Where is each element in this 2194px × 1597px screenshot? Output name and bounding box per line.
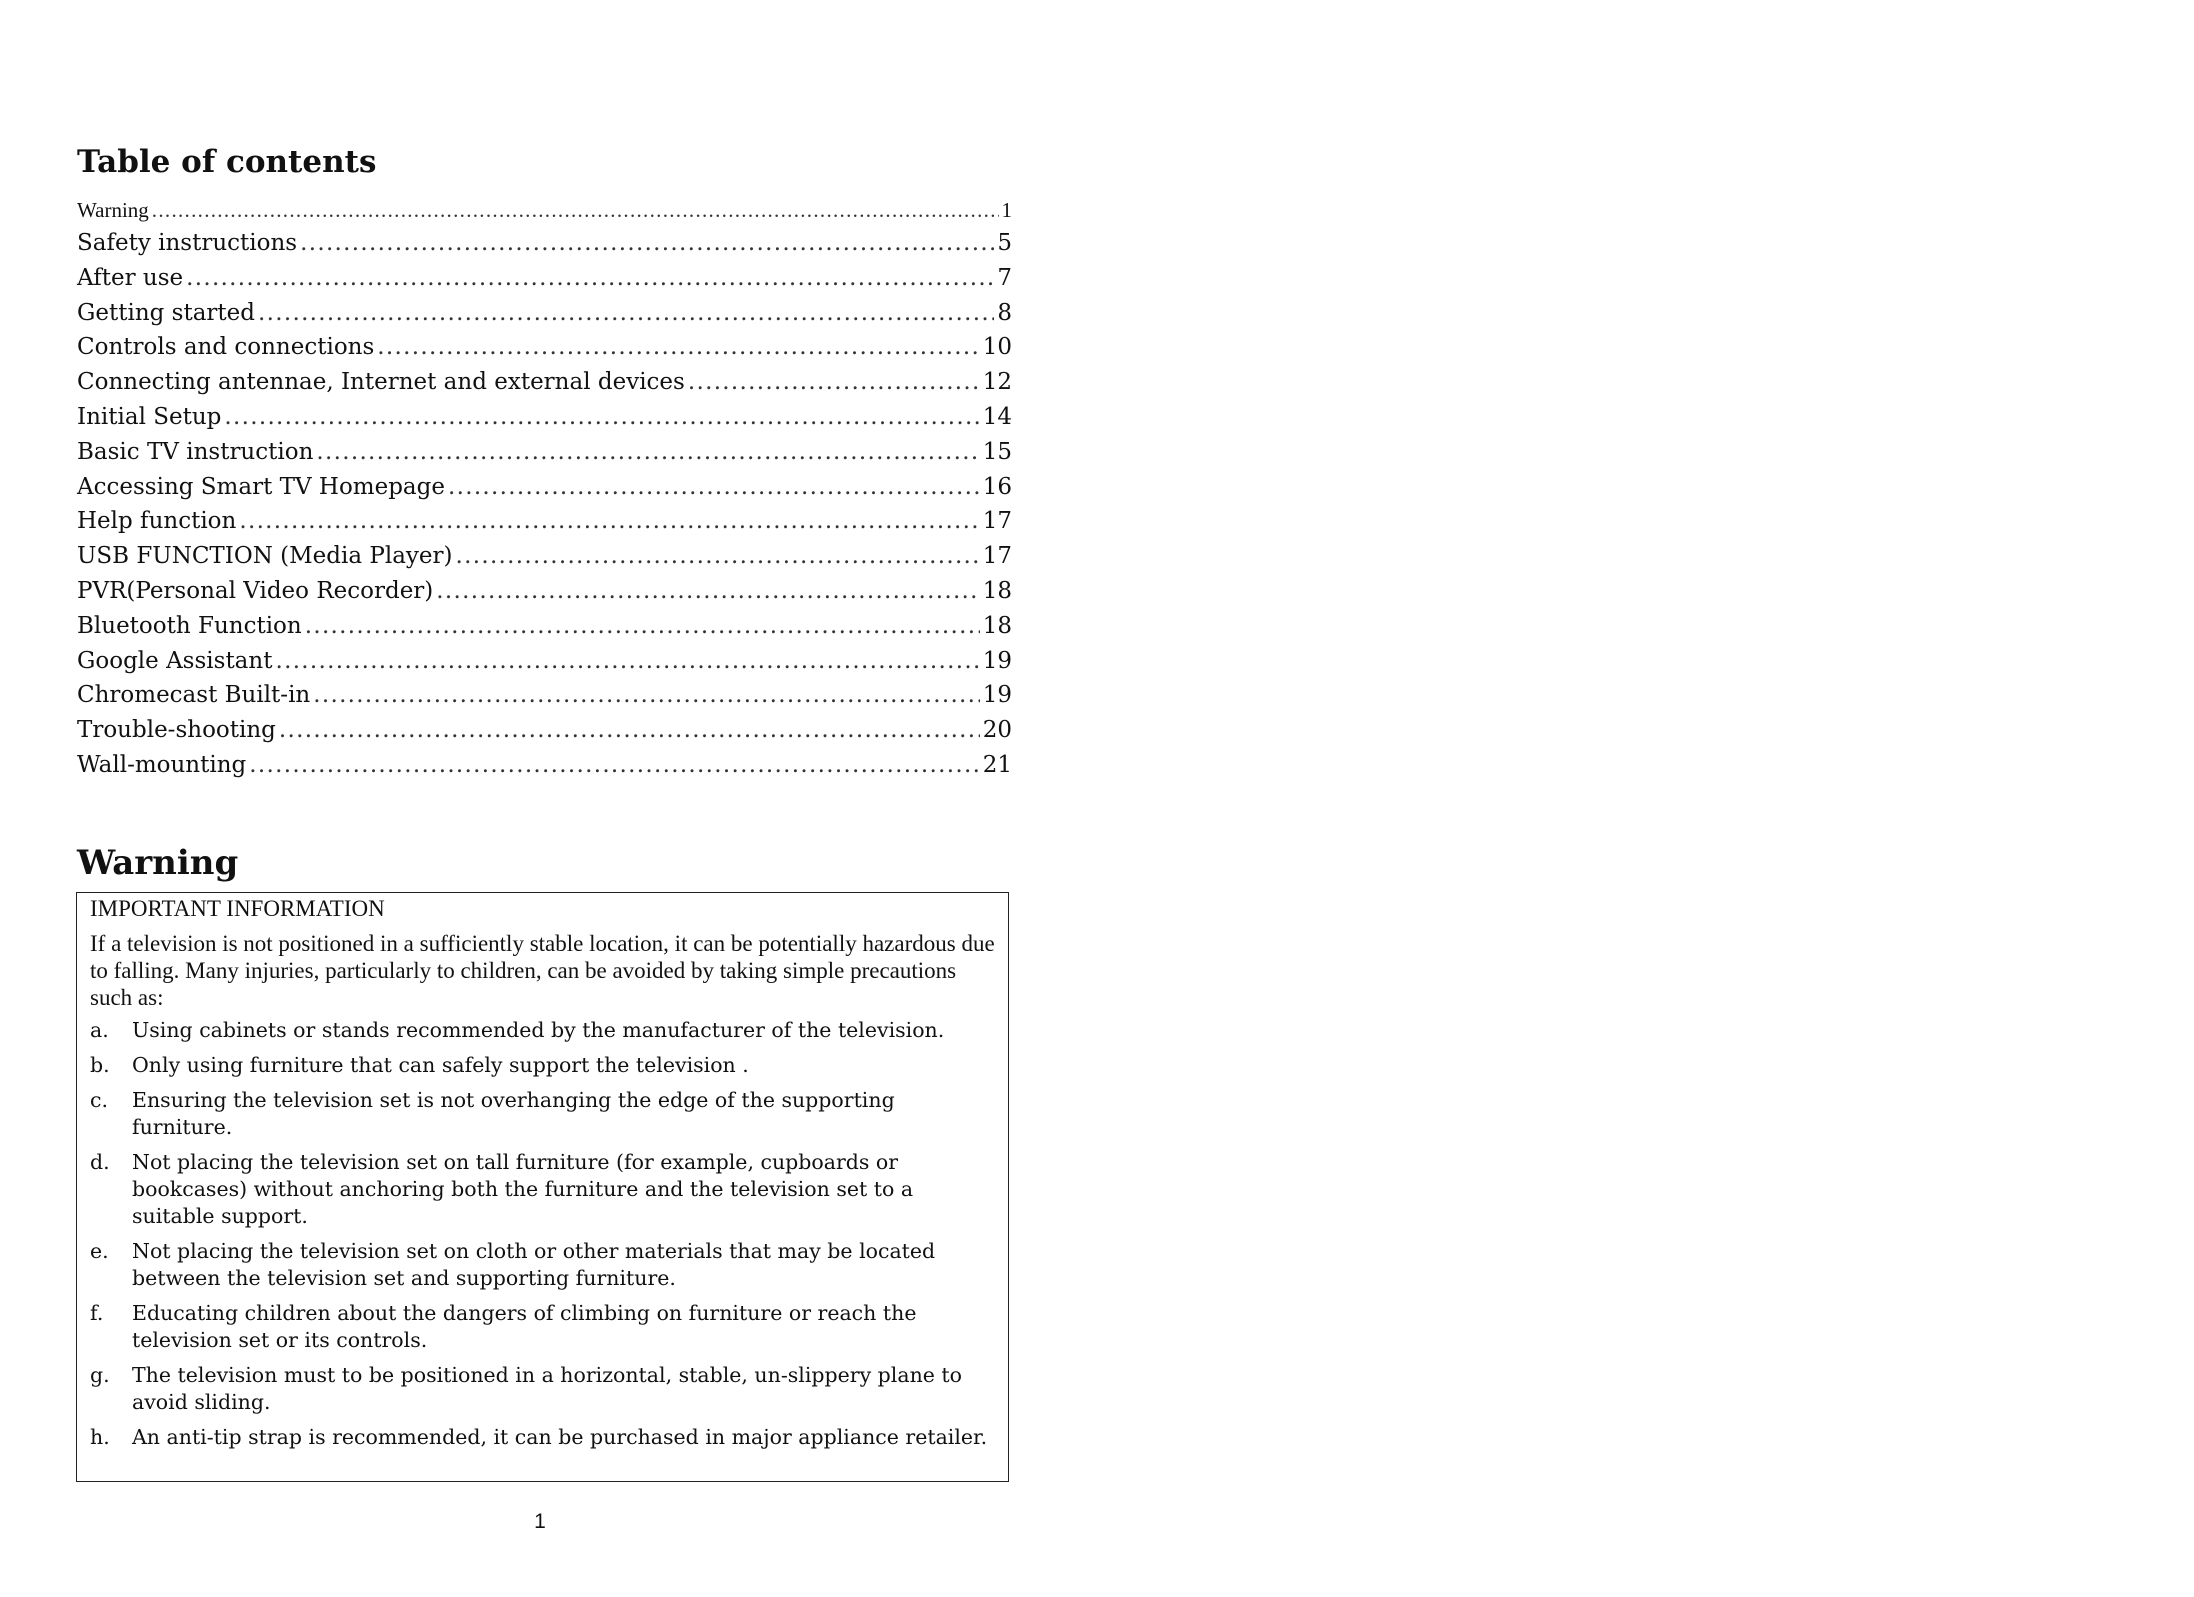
toc-entry-page: 5 (997, 230, 1012, 256)
toc-entry-label: Google Assistant (77, 647, 273, 674)
warning-item-marker: d. (90, 1150, 110, 1174)
warning-box (76, 892, 1009, 1482)
warning-item-marker: a. (90, 1018, 109, 1042)
toc-entry-page: 8 (997, 299, 1012, 326)
toc-entry[interactable] (77, 752, 1012, 787)
toc-dot-leader (377, 334, 979, 360)
toc-dot-leader (239, 508, 979, 534)
toc-entry[interactable] (77, 369, 1012, 404)
warning-item (90, 1087, 998, 1141)
warning-item-text: An anti-tip strap is recommended, it can be purchased in major appliance retailer. (132, 1425, 988, 1449)
warning-item-text: Not placing the television set on cloth or other materials that may be located between the television set and supporting furniture. (132, 1239, 936, 1290)
toc-dot-leader (316, 439, 979, 465)
page-number: 1 (534, 1510, 546, 1533)
toc-entry-page: 12 (982, 369, 1012, 396)
toc-dot-leader (300, 230, 994, 256)
toc-entry-label: Safety instructions (77, 230, 298, 256)
warning-item-marker: c. (90, 1088, 108, 1112)
toc-entry-page: 1 (1001, 198, 1012, 222)
toc-entry-label: Wall-mounting (77, 751, 247, 778)
warning-item-text: Educating children about the dangers of climbing on furniture or reach the television set or its controls. (132, 1301, 917, 1352)
toc-entry[interactable] (77, 613, 1012, 648)
toc-entry[interactable] (77, 717, 1012, 752)
toc-entry-page: 21 (982, 751, 1012, 778)
toc-entry-label: Getting started (77, 299, 256, 326)
toc-entry-label: Trouble-shooting (77, 717, 276, 744)
toc-dot-leader (249, 752, 979, 778)
toc-entry-page: 20 (982, 717, 1012, 744)
warning-item (90, 1149, 998, 1230)
toc-dot-leader (305, 613, 980, 639)
toc-entry-page: 19 (982, 647, 1012, 674)
toc-dot-leader (436, 578, 979, 604)
warning-item-marker: e. (90, 1239, 109, 1263)
toc-entry-page: 7 (997, 264, 1012, 291)
warning-intro: If a television is not positioned in a sufficiently stable location, it can be potentially hazardous due to falling. Many injuries, particularly to children, can be avoided by taking simple precautions such as: (90, 931, 995, 1010)
toc-entry-label: Warning (77, 198, 149, 222)
toc-entry[interactable] (77, 334, 1012, 369)
warning-item-text: Not placing the television set on tall furniture (for example, cupboards or bookcases) without anchoring both the furniture and the television set to a suitable support. (132, 1150, 914, 1228)
toc-dot-leader (456, 543, 980, 569)
warning-item-text: Using cabinets or stands recommended by the manufacturer of the television. (132, 1018, 945, 1042)
toc-dot-leader (152, 198, 999, 223)
warning-item-text: Ensuring the television set is not overhanging the edge of the supporting furniture. (132, 1088, 895, 1139)
toc-list (77, 198, 1012, 787)
toc-title: Table of contents (77, 144, 377, 180)
toc-entry-page: 14 (982, 403, 1012, 430)
warning-item (90, 1052, 998, 1079)
warning-item (90, 1238, 998, 1292)
warning-item-marker: h. (90, 1425, 110, 1449)
toc-entry[interactable] (77, 198, 1012, 230)
toc-entry-page: 17 (982, 543, 1012, 570)
toc-dot-leader (688, 369, 980, 395)
toc-dot-leader (448, 474, 980, 500)
toc-entry-label: Connecting antennae, Internet and external devices (77, 369, 685, 396)
toc-entry-page: 19 (982, 682, 1012, 709)
toc-entry-label: Accessing Smart TV Homepage (77, 473, 445, 500)
warning-item-text: Only using furniture that can safely support the television . (132, 1053, 749, 1077)
toc-entry-label: USB FUNCTION (Media Player) (77, 543, 453, 570)
toc-dot-leader (275, 648, 979, 674)
toc-entry[interactable] (77, 543, 1012, 578)
toc-entry-label: Bluetooth Function (77, 612, 302, 639)
toc-entry-label: PVR(Personal Video Recorder) (77, 577, 434, 604)
toc-dot-leader (279, 717, 980, 743)
warning-heading: IMPORTANT INFORMATION (90, 896, 385, 921)
warning-item-text: The television must to be positioned in a horizontal, stable, un-slippery plane to avoid sliding. (132, 1363, 962, 1414)
warning-item-marker: g. (90, 1363, 110, 1387)
warning-item-marker: b. (90, 1053, 110, 1077)
toc-entry[interactable] (77, 508, 1012, 543)
toc-entry-page: 15 (982, 438, 1012, 465)
warning-list (90, 1017, 998, 1451)
warning-item (90, 1017, 998, 1044)
toc-entry[interactable] (77, 300, 1012, 335)
toc-entry-label: Controls and connections (77, 334, 375, 361)
toc-dot-leader (224, 404, 979, 430)
toc-entry[interactable] (77, 682, 1012, 717)
toc-entry[interactable] (77, 265, 1012, 300)
toc-entry[interactable] (77, 648, 1012, 683)
warning-item (90, 1300, 998, 1354)
warning-item (90, 1424, 998, 1451)
toc-entry-label: Initial Setup (77, 403, 222, 430)
toc-dot-leader (186, 265, 994, 291)
toc-entry-label: Basic TV instruction (77, 438, 314, 465)
toc-entry-page: 17 (982, 508, 1012, 535)
toc-dot-leader (313, 682, 979, 708)
toc-entry[interactable] (77, 230, 1012, 265)
toc-entry-page: 10 (982, 334, 1012, 361)
warning-title: Warning (77, 843, 239, 883)
toc-entry[interactable] (77, 578, 1012, 613)
warning-item-marker: f. (90, 1301, 104, 1325)
toc-entry-label: Help function (77, 508, 237, 535)
toc-dot-leader (258, 300, 994, 326)
toc-entry-page: 18 (982, 612, 1012, 639)
toc-entry-label: After use (77, 264, 184, 291)
toc-entry-page: 18 (982, 577, 1012, 604)
toc-entry[interactable] (77, 439, 1012, 474)
warning-item (90, 1362, 998, 1416)
toc-entry-page: 16 (982, 473, 1012, 500)
toc-entry-label: Chromecast Built-in (77, 682, 311, 709)
toc-entry[interactable] (77, 474, 1012, 509)
toc-entry[interactable] (77, 404, 1012, 439)
